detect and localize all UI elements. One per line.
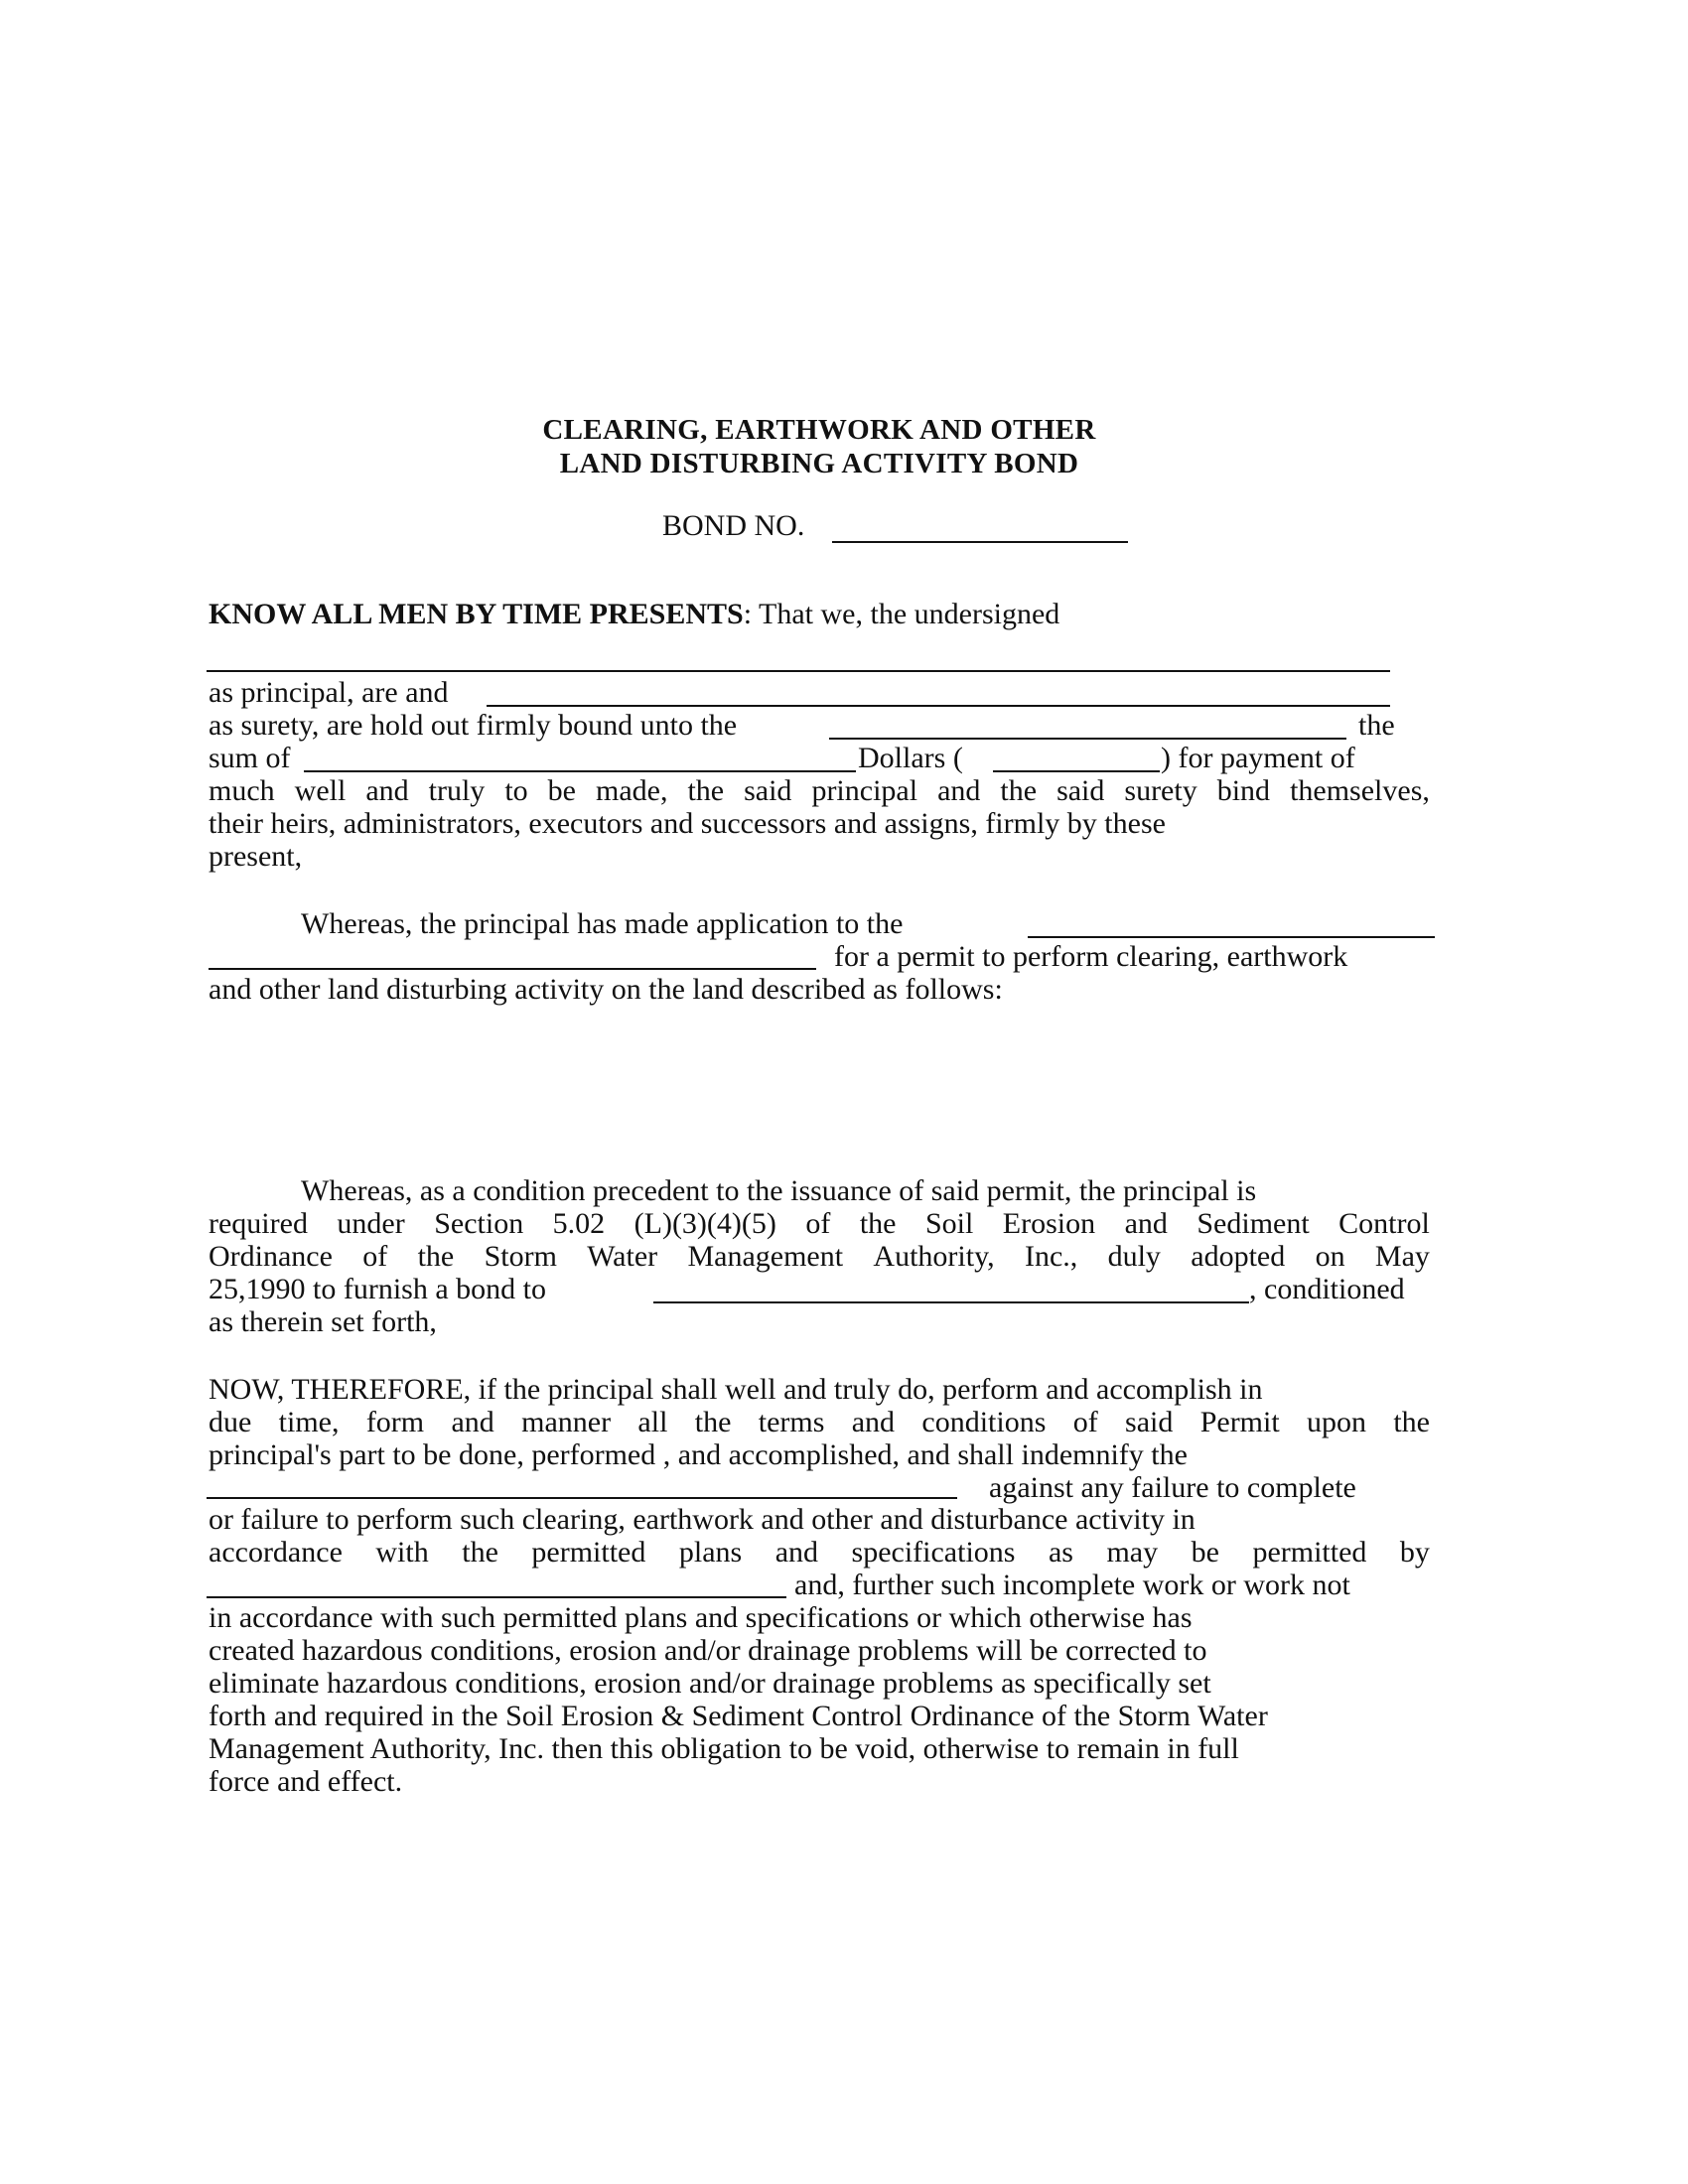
justified-word: to [504, 774, 528, 807]
principal-line: as principal, are and [209, 676, 449, 709]
justified-word: terms [758, 1406, 825, 1438]
justified-word: Permit [1199, 1406, 1280, 1438]
justified-word: said [1125, 1406, 1174, 1438]
surety-name-field[interactable] [487, 705, 1390, 707]
paragraph-4-line-9: created hazardous conditions, erosion and/or drainage problems will be corrected to [209, 1634, 1207, 1667]
justified-word: specifications [851, 1536, 1016, 1569]
payment-label: ) for payment of [1161, 742, 1355, 774]
justified-word: the [1393, 1406, 1430, 1438]
justified-word: with [375, 1536, 429, 1569]
justified-word: the [417, 1240, 455, 1273]
agency-name-field-cont[interactable] [209, 968, 816, 970]
paragraph-4-line-6 [209, 1536, 1430, 1569]
justified-word: May [1374, 1240, 1430, 1273]
sum-of-label: sum of [209, 742, 291, 774]
justified-word: the [859, 1207, 897, 1240]
paragraph-3-line-4b: , conditioned [1249, 1273, 1405, 1305]
justified-word: Inc., [1024, 1240, 1078, 1273]
intro-line [209, 598, 1059, 630]
justified-word: may [1106, 1536, 1159, 1569]
justified-word: said [744, 774, 792, 807]
obligee-name-field[interactable] [829, 738, 1346, 740]
justified-word: the [694, 1406, 732, 1438]
justified-word: Ordinance [209, 1240, 333, 1273]
justified-word: surety [1124, 774, 1197, 807]
intro-lead: KNOW ALL MEN BY TIME PRESENTS [209, 598, 744, 630]
justified-word: be [1191, 1536, 1219, 1569]
justified-word: bind [1216, 774, 1271, 807]
justified-word: permitted [531, 1536, 646, 1569]
sum-words-field[interactable] [304, 770, 856, 772]
agency-name-field[interactable] [1028, 936, 1435, 938]
justified-word: of [362, 1240, 388, 1273]
justified-word: Water [587, 1240, 658, 1273]
justified-word: principal [811, 774, 918, 807]
justified-word: the [687, 774, 725, 807]
paragraph-4-line-12: Management Authority, Inc. then this obligation to be void, otherwise to remain in full [209, 1732, 1239, 1765]
justified-word: due [209, 1406, 252, 1438]
paragraph-4-line-10: eliminate hazardous conditions, erosion and/or drainage problems as specifically set [209, 1667, 1211, 1700]
justified-word: plans [678, 1536, 743, 1569]
justified-word: Sediment [1196, 1207, 1310, 1240]
justified-word: Control [1338, 1207, 1430, 1240]
justified-word: manner [521, 1406, 612, 1438]
justified-word: the [462, 1536, 498, 1569]
dollars-label: Dollars ( [858, 742, 963, 774]
justified-word: and [937, 774, 981, 807]
paragraph-4-line-3: principal's part to be done, performed , and accomplished, and shall indemnify the [209, 1438, 1188, 1471]
paragraph-3-line-3 [209, 1240, 1430, 1273]
paragraph-4-line-4: against any failure to complete [989, 1471, 1356, 1504]
justified-word: well [294, 774, 347, 807]
justified-word: permitted [1252, 1536, 1367, 1569]
justified-word: by [1399, 1536, 1430, 1569]
surety-line-the: the [1358, 709, 1395, 742]
indemnify-party-field[interactable] [207, 1497, 957, 1499]
paragraph-4-line-8: in accordance with such permitted plans and specifications or which otherwise has [209, 1601, 1193, 1634]
paragraph-3-line-5: as therein set forth, [209, 1305, 437, 1338]
justified-word: form [365, 1406, 425, 1438]
justified-word: and [451, 1406, 494, 1438]
justified-word: conditions [921, 1406, 1047, 1438]
justified-word: under [337, 1207, 405, 1240]
justified-word: accordance [209, 1536, 343, 1569]
document-title-line-1: CLEARING, EARTHWORK AND OTHER [542, 414, 1096, 446]
surety-line: as surety, are hold out firmly bound unto the [209, 709, 738, 742]
paragraph-4-line-11: forth and required in the Soil Erosion & Sediment Control Ordinance of the Storm Water [209, 1700, 1268, 1732]
paragraph-4-line-2 [209, 1406, 1430, 1438]
justified-word: on [1315, 1240, 1345, 1273]
paragraph-1-line-7: present, [209, 840, 303, 873]
paragraph-1-line-6: their heirs, administrators, executors and successors and assigns, firmly by these [209, 807, 1166, 840]
justified-word: truly [428, 774, 486, 807]
justified-word: as [1048, 1536, 1073, 1569]
paragraph-4-line-13: force and effect. [209, 1765, 403, 1798]
justified-word: themselves, [1290, 774, 1430, 807]
justified-word: adopted [1191, 1240, 1286, 1273]
justified-word: Erosion [1002, 1207, 1096, 1240]
paragraph-4-line-5: or failure to perform such clearing, earthwork and other and disturbance activity in [209, 1503, 1196, 1536]
justified-word: Section [434, 1207, 524, 1240]
justified-word: upon [1307, 1406, 1367, 1438]
bond-no-label: BOND NO. [662, 509, 805, 542]
bond-obligee-field[interactable] [653, 1301, 1249, 1303]
justified-word: and [774, 1536, 819, 1569]
paragraph-3-line-1: Whereas, as a condition precedent to the issuance of said permit, the principal is [301, 1174, 1257, 1207]
justified-word: duly [1107, 1240, 1161, 1273]
justified-word: Management [687, 1240, 844, 1273]
justified-word: the [1000, 774, 1038, 807]
justified-word: Storm [484, 1240, 557, 1273]
justified-word: all [637, 1406, 668, 1438]
justified-word: and [1124, 1207, 1168, 1240]
intro-rest: : That we, the undersigned [743, 598, 1060, 630]
paragraph-2-line-3: and other land disturbing activity on the land described as follows: [209, 973, 1003, 1006]
justified-word: much [209, 774, 275, 807]
justified-word: of [1072, 1406, 1098, 1438]
justified-word: be [547, 774, 576, 807]
justified-word: Soil [924, 1207, 974, 1240]
paragraph-4-line-7: and, further such incomplete work or work not [794, 1569, 1350, 1601]
paragraph-2-line-1: Whereas, the principal has made application to the [301, 907, 904, 940]
justified-word: time, [278, 1406, 340, 1438]
undersigned-name-field[interactable] [207, 670, 1390, 672]
permitting-authority-field[interactable] [207, 1596, 786, 1598]
justified-word: and [365, 774, 409, 807]
justified-word: and [851, 1406, 896, 1438]
justified-word: Authority, [873, 1240, 995, 1273]
document-title-line-2: LAND DISTURBING ACTIVITY BOND [559, 448, 1079, 479]
justified-word: required [209, 1207, 308, 1240]
paragraph-1-line-5 [209, 774, 1430, 807]
justified-word: 5.02 [552, 1207, 606, 1240]
justified-word: (L)(3)(4)(5) [633, 1207, 776, 1240]
paragraph-3-line-2 [209, 1207, 1430, 1240]
paragraph-4-line-1: NOW, THEREFORE, if the principal shall well and truly do, perform and accomplish in [209, 1373, 1263, 1406]
paragraph-3-line-4a: 25,1990 to furnish a bond to [209, 1273, 546, 1305]
sum-amount-field[interactable] [993, 770, 1160, 772]
paragraph-2-line-2: for a permit to perform clearing, earthwork [834, 940, 1348, 973]
bond-no-field[interactable] [832, 541, 1128, 543]
justified-word: made, [595, 774, 668, 807]
justified-word: of [805, 1207, 831, 1240]
justified-word: said [1056, 774, 1105, 807]
